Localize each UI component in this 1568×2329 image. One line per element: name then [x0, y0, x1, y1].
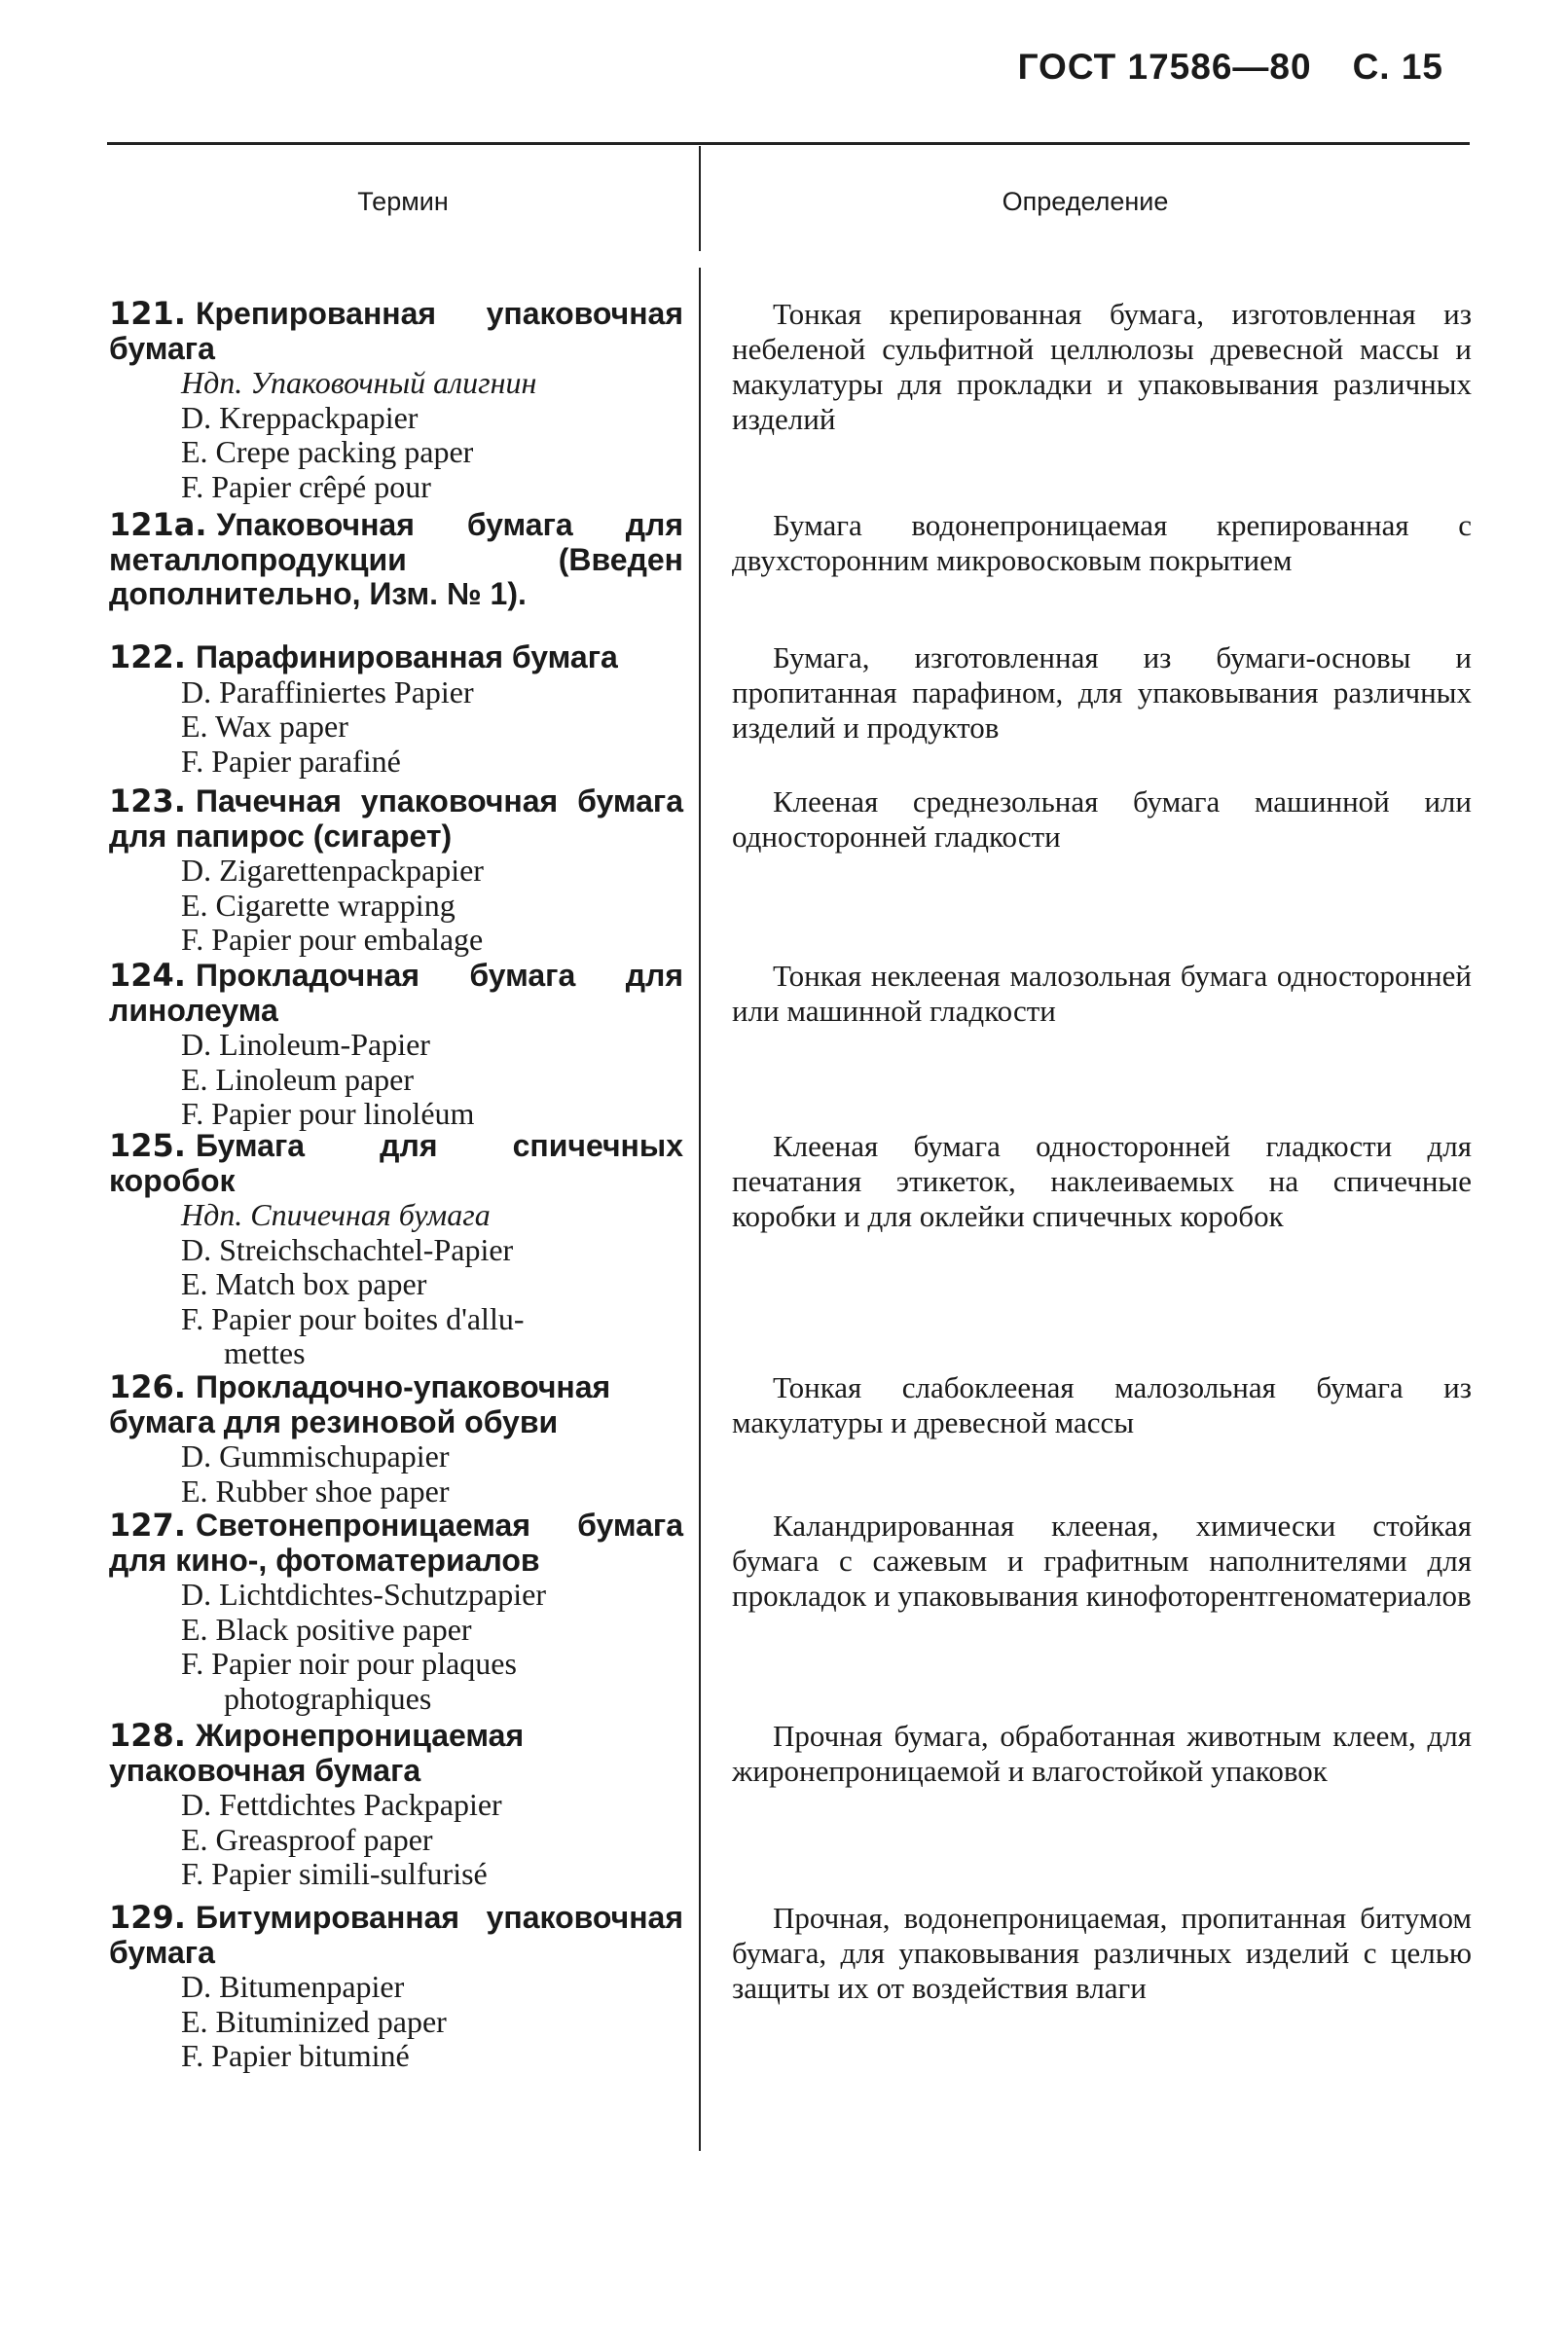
page-header [977, 47, 1443, 88]
foreign-equivalent: D. Linoleum-Papier [181, 1027, 430, 1062]
foreign-equivalent: D. Gummischupapier [181, 1438, 450, 1474]
term-title [109, 784, 683, 854]
foreign-equivalent: E. Cigarette wrapping [181, 887, 456, 923]
foreign-equivalent: E. Linoleum paper [181, 1061, 415, 1097]
term-number: 125. [109, 1127, 186, 1164]
term-entry [109, 1509, 683, 1716]
foreign-equivalent: D. Streichschachtel-Papier [181, 1231, 514, 1267]
foreign-equivalent: F. Papier pour boites d'allu- [181, 1300, 525, 1336]
term-number: 124. [109, 957, 186, 994]
term-title-text: Упаковочная бумага для металлопродукции (Введен дополнительно, Изм. № 1). [109, 507, 683, 611]
term-number: 129. [109, 1899, 186, 1936]
foreign-equivalent: D. Kreppackpapier [181, 399, 419, 435]
foreign-equivalent: E. Match box paper [181, 1266, 427, 1301]
foreign-equivalent: D. Zigarettenpackpapier [181, 853, 484, 888]
foreign-equivalent: photographiques [224, 1680, 432, 1716]
foreign-equivalent: F. Papier pour embalage [181, 922, 484, 957]
standard-number: ГОСТ 17586—80 [1017, 47, 1312, 87]
term-title [109, 1509, 683, 1578]
term-title [109, 959, 683, 1028]
term-title-text: Прокладочно-упаковочная бумага для резиновой обуви [109, 1369, 611, 1439]
foreign-equivalent: F. Papier crêpé pour [181, 468, 431, 504]
term-title [109, 1370, 683, 1439]
term-number: 128. [109, 1717, 186, 1754]
term-number: 122. [109, 638, 186, 675]
page-number: С. 15 [1352, 47, 1443, 87]
foreign-equivalent: E. Bituminized paper [181, 2003, 447, 2039]
term-title-text: Пачечная упаковочная бумага для папирос (сигарет) [109, 783, 683, 854]
foreign-equivalent: E. Wax paper [181, 709, 348, 744]
term-title-text: Светонепроницаемая бумага для кино-, фотоматериалов [109, 1508, 683, 1578]
foreign-equivalent: E. Rubber shoe paper [181, 1473, 450, 1509]
column-divider-body [699, 268, 701, 2151]
term-definition: Каландрированная клееная, химически стойкая бумага с сажевым и графитным наполнителями для прокладок и упаковывания кинофоторентгеноматериалов [732, 1509, 1472, 1613]
term-entry [109, 640, 683, 779]
column-header-term: Термин [357, 187, 449, 216]
term-title-text: Битумированная упаковочная бумага [109, 1900, 683, 1970]
term-title-text: Жиронепроницаемая упаковочная бумага [109, 1718, 525, 1788]
term-entry [109, 959, 683, 1132]
term-title [109, 1719, 683, 1788]
foreign-equivalent: mettes [224, 1335, 306, 1370]
term-title [109, 297, 683, 366]
foreign-equivalent: F. Papier noir pour plaques [181, 1646, 517, 1681]
foreign-equivalent: F. Papier parafiné [181, 743, 401, 779]
term-definition: Тонкая неклееная малозольная бумага односторонней или машинной гладкости [732, 959, 1472, 1028]
term-definition: Клееная бумага односторонней гладкости для печатания этикеток, наклеиваемых на спичечные коробки и для оклейки спичечных коробок [732, 1129, 1472, 1233]
term-title [109, 640, 683, 675]
term-title [109, 1901, 683, 1970]
foreign-equivalent: F. Papier simili-sulfurisé [181, 1856, 488, 1891]
term-entry [109, 1719, 683, 1892]
foreign-equivalent: F. Papier pour linoléum [181, 1096, 475, 1131]
foreign-equivalent: E. Crepe packing paper [181, 434, 474, 469]
term-title-text: Парафинированная бумага [195, 639, 618, 674]
term-entry [109, 297, 683, 504]
term-definition: Бумага водонепроницаемая крепированная с двухсторонним микровосковым покрытием [732, 508, 1472, 577]
term-number: 121. [109, 295, 186, 332]
term-number: 123. [109, 782, 186, 819]
term-title [109, 1129, 683, 1198]
term-definition: Прочная бумага, обработанная животным клеем, для жиронепроницаемой и влагостойкой упаковок [732, 1719, 1472, 1788]
column-header-definition: Определение [1002, 187, 1169, 216]
term-entry [109, 1901, 683, 2074]
foreign-equivalent: F. Papier bituminé [181, 2038, 410, 2073]
foreign-equivalent: D. Bitumenpapier [181, 1969, 405, 2004]
term-title-text: Прокладочная бумага для линолеума [109, 958, 683, 1028]
term-entry [109, 1370, 683, 1509]
term-definition: Клееная среднезольная бумага машинной или односторонней гладкости [732, 784, 1472, 854]
term-title [109, 508, 683, 612]
foreign-equivalent: D. Fettdichtes Packpapier [181, 1787, 502, 1822]
foreign-equivalent: D. Paraffiniertes Papier [181, 673, 474, 710]
header-rule [107, 142, 1470, 145]
foreign-equivalent: D. Lichtdichtes-Schutzpapier [181, 1577, 546, 1612]
term-number: 121а. [109, 506, 207, 543]
term-title-text: Крепированная упаковочная бумага [109, 296, 683, 366]
nonstandard-term: Ндп. Упаковочный алигнин [181, 365, 537, 400]
term-title-text: Бумага для спичечных коробок [109, 1128, 683, 1198]
term-number: 126. [109, 1368, 186, 1405]
term-entry [109, 784, 683, 958]
term-definition: Прочная, водонепроницаемая, пропитанная битумом бумага, для упаковывания различных изделий с целью защиты их от воздействия влаги [732, 1901, 1472, 2005]
foreign-equivalent: E. Black positive paper [181, 1611, 472, 1647]
term-definition: Тонкая крепированная бумага, изготовленная из небеленой сульфитной целлюлозы древесной массы и макулатуры для прокладки и упаковывания различных изделий [732, 297, 1472, 436]
foreign-equivalent: E. Greasproof paper [181, 1821, 433, 1857]
term-number: 127. [109, 1507, 186, 1544]
term-entry [109, 508, 683, 612]
term-entry [109, 1129, 683, 1371]
nonstandard-term: Ндп. Спичечная бумага [181, 1197, 491, 1232]
term-definition: Тонкая слабоклееная малозольная бумага из макулатуры и древесной массы [732, 1370, 1472, 1439]
term-definition: Бумага, изготовленная из бумаги-основы и пропитанная парафином, для упаковывания различных изделий и продуктов [732, 640, 1472, 745]
